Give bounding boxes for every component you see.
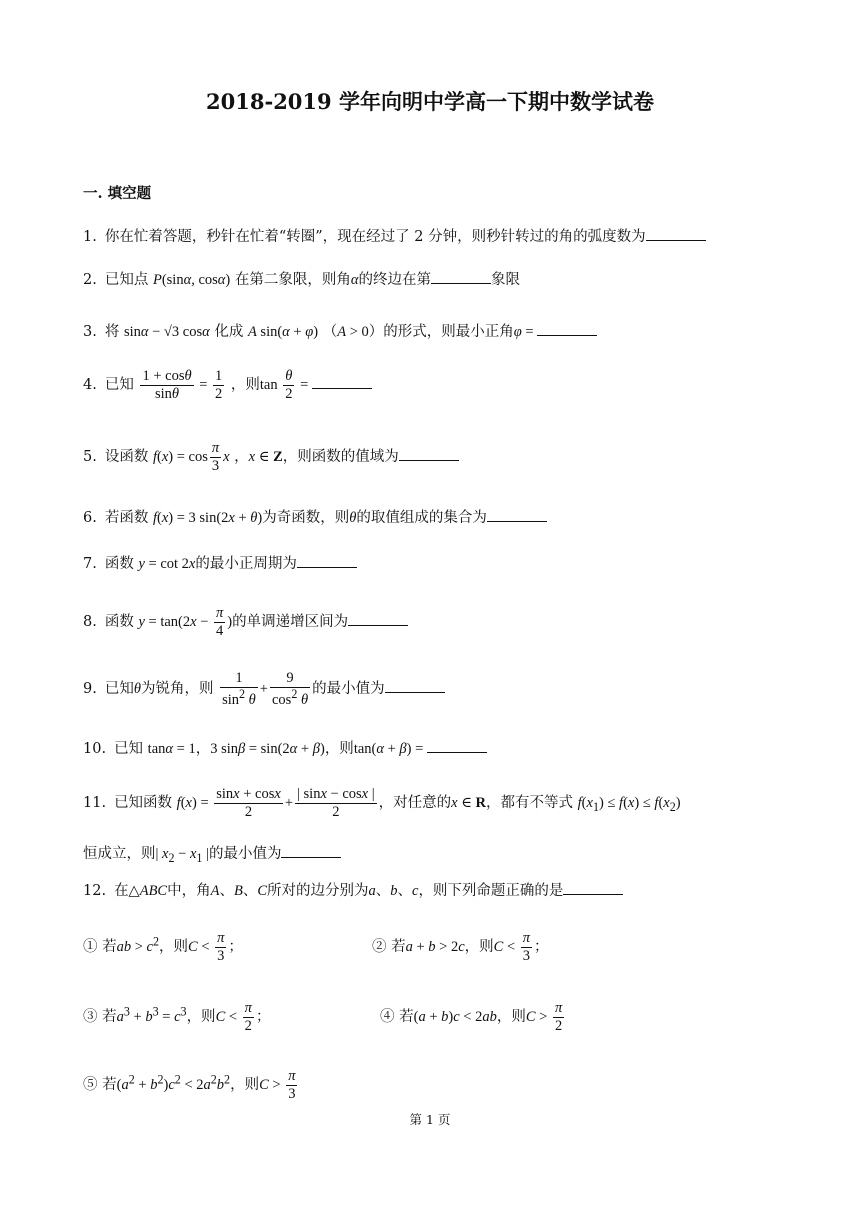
question-number: 11. xyxy=(83,795,107,812)
answer-blank[interactable] xyxy=(431,269,491,284)
fraction: $\frac{| \sin x - \cos x |}{2}$ xyxy=(297,786,375,820)
question-number: 6. xyxy=(83,510,97,526)
fraction: $\frac{\pi}{3}$ xyxy=(522,930,531,964)
fraction: $\frac{\sin x + \cos x}{2}$ xyxy=(216,786,281,820)
formula: A sin(α + φ) xyxy=(247,324,319,340)
answer-blank[interactable] xyxy=(297,553,357,568)
answer-blank[interactable] xyxy=(487,507,547,522)
question-text: 你在忙着答题，秒针在忙着“转圈”，现在经过了 2 分钟，则秒针转过的角的弧度数为 xyxy=(104,229,646,245)
question-6: 6. 若函数 f(x) = 3 sin(2x + θ)为奇函数，则θ的取值组成的集合为 xyxy=(83,507,547,529)
fraction: $\frac{9}{\cos^2 \theta}$ xyxy=(271,670,309,708)
fraction: $\frac{\pi}{3}$ xyxy=(211,440,220,474)
question-8: 8. 函数 y = tan(2x − $\frac{\pi}{4}$ )的单调递增区间为 xyxy=(83,605,408,639)
answer-blank[interactable] xyxy=(312,374,372,389)
fraction: $\frac{1}{2}$ xyxy=(215,368,223,402)
answer-blank[interactable] xyxy=(399,446,459,461)
question-10: 10. 已知 tanα = 1，3 sinβ = sin(2α + β)，则tan(α + β) = xyxy=(83,738,487,760)
fraction: $\frac{\pi}{2}$ xyxy=(554,1000,563,1034)
answer-blank[interactable] xyxy=(427,738,487,753)
option-3: ③ 若$a^3 + b^3 = c^3$，则C < $\frac{\pi}{2}$ ； xyxy=(83,1000,271,1034)
answer-blank[interactable] xyxy=(348,611,408,626)
option-5: ⑤ 若$(a^2 + b^2)c^2 < 2a^2b^2$，则C > $\frac{\pi}{3}$ xyxy=(83,1068,296,1102)
fraction: $\frac{\pi}{3}$ xyxy=(288,1068,296,1102)
option-2: ② 若a + b > 2c，则C < $\frac{\pi}{3}$ ； xyxy=(372,930,549,964)
question-9: 9. 已知θ为锐角，则 $\frac{1}{\sin^2 \theta}$ + $\frac{9}{\cos^2 \theta}$ 的最小值为 xyxy=(83,670,445,708)
fraction: $\frac{\pi}{2}$ xyxy=(244,1000,252,1034)
fraction: $\frac{\theta}{2}$ xyxy=(285,368,293,402)
formula: sinα − √3 cosα xyxy=(123,324,210,340)
question-2: 2. 已知点 P(sinα, cosα) 在第二象限，则角α的终边在第 象限 xyxy=(83,269,520,291)
question-number: 12. xyxy=(83,883,107,899)
page-title: 2018-2019 学年向明中学高一下期中数学试卷 xyxy=(206,89,654,114)
fraction: $\frac{\pi}{3}$ xyxy=(217,930,225,964)
question-number: 10. xyxy=(83,741,107,757)
option-1: ① 若ab > $c^2$，则C < $\frac{\pi}{3}$ ； xyxy=(83,930,243,964)
question-11: 11. 已知函数 f(x) = $\frac{\sin x + \cos x}{2}$ + $\frac{| \sin x - \cos x |}{2}$ ，对任意的x ∈ R，都有不等式 $f(x_1) \le f(x) \le f(x_2)$ xyxy=(83,786,681,820)
question-1 xyxy=(83,226,706,248)
fraction: $\frac{1 + \cos\theta}{\sin\theta}$ xyxy=(142,368,192,402)
question-number: 8. xyxy=(83,614,97,631)
answer-blank[interactable] xyxy=(385,678,445,693)
question-number: 9. xyxy=(83,681,97,698)
answer-blank[interactable] xyxy=(646,226,706,241)
answer-blank[interactable] xyxy=(537,321,597,336)
question-number: 1. xyxy=(83,229,97,245)
question-11-continued: 恒成立，则| $x_2 - x_1$ |的最小值为 xyxy=(83,843,341,869)
question-number: 4. xyxy=(83,377,97,394)
option-4: ④ 若(a + b)c < 2ab，则C > $\frac{\pi}{2}$ xyxy=(380,1000,563,1034)
question-number: 5. xyxy=(83,449,97,466)
question-number: 7. xyxy=(83,556,97,572)
fraction: $\frac{\pi}{4}$ xyxy=(216,605,224,639)
page-number: 第 1 页 xyxy=(409,1112,451,1127)
fraction: $\frac{1}{\sin^2 \theta}$ xyxy=(222,670,256,708)
answer-blank[interactable] xyxy=(563,880,623,895)
question-number: 3. xyxy=(83,324,97,340)
question-7: 7. 函数 y = cot 2x的最小正周期为 xyxy=(83,553,357,575)
question-12: 12. 在△ABC中，角A、B、C所对的边分别为a、b、c，则下列命题正确的是 xyxy=(83,880,623,902)
question-number: 2. xyxy=(83,272,97,288)
question-4: 4. 已知 $\frac{1 + \cos\theta}{\sin\theta}$ = $\frac{1}{2}$ ，则tan $\frac{\theta}{2}$ = xyxy=(83,368,372,402)
answer-blank[interactable] xyxy=(281,843,341,858)
question-5: 5. 设函数 f(x) = cos $\frac{\pi}{3}$ x ，x ∈ Z，则函数的值域为 xyxy=(83,440,459,474)
section-heading: 一. 填空题 xyxy=(83,185,152,202)
formula: P(sinα, cosα) xyxy=(152,272,231,288)
question-3: 3. 将 sinα − √3 cosα 化成 A sin(α + φ) （A > 0）的形式，则最小正角φ = xyxy=(83,321,597,343)
